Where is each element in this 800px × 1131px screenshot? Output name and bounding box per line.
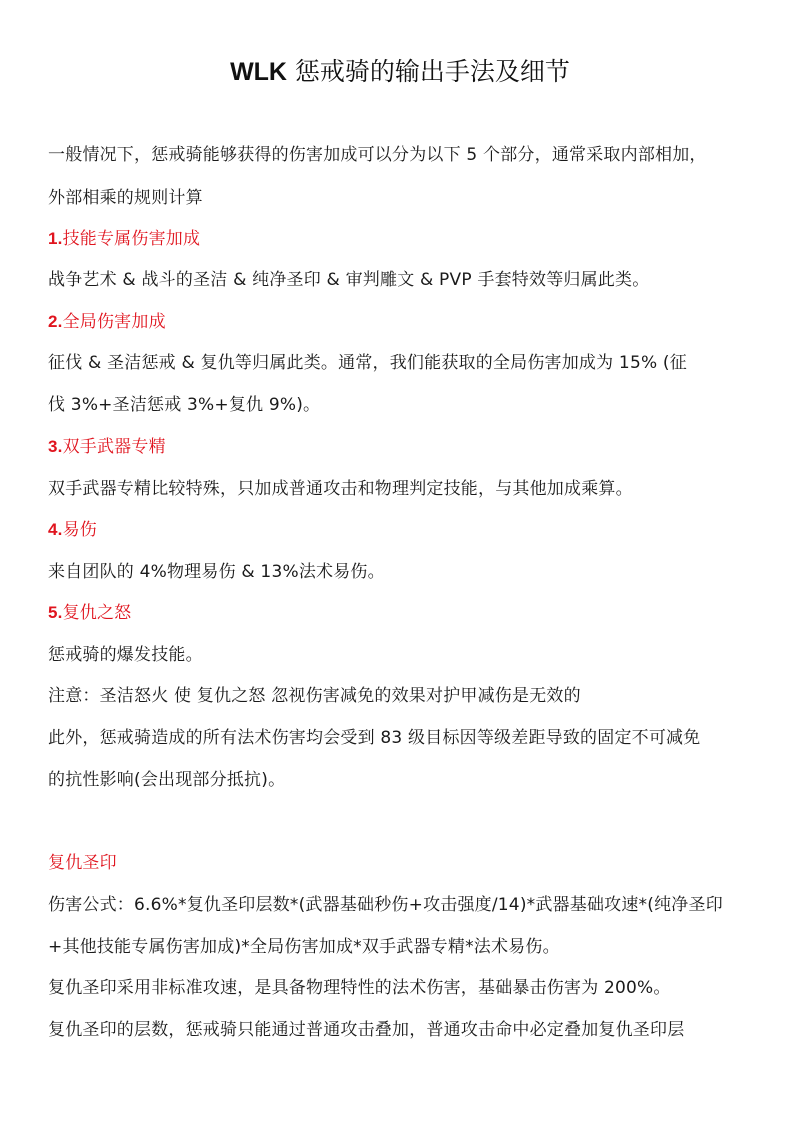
section-5-body-line-4: 的抗性影响(会出现部分抵抗)。: [48, 770, 286, 790]
section-5-number: 5.: [48, 603, 63, 622]
section-1-body: 战争艺术 & 战斗的圣洁 & 纯净圣印 & 审判雕文 & PVP 手套特效等归属此类。: [48, 270, 650, 290]
section-2-title: 全局伤害加成: [62, 312, 166, 332]
seal-heading: 复仇圣印: [48, 853, 117, 873]
section-5-note: 注意：圣洁怒火 使 复仇之怒 忽视伤害减免的效果对护甲减伤是无效的: [48, 686, 581, 706]
section-3-number: 3.: [48, 437, 63, 456]
section-5-title: 复仇之怒: [62, 603, 132, 623]
seal-body-line-3: 复仇圣印采用非标准攻速，是具备物理特性的法术伤害，基础暴击伤害为 200%。: [48, 978, 671, 998]
seal-body-line-4: 复仇圣印的层数，惩戒骑只能通过普通攻击叠加，普通攻击命中必定叠加复仇圣印层: [48, 1020, 685, 1040]
section-5-body-line-3: 此外，惩戒骑造成的所有法术伤害均会受到 83 级目标因等级差距导致的固定不可减免: [48, 728, 701, 748]
section-1-heading: [48, 227, 760, 251]
section-2-body-line-1: 征伐 & 圣洁惩戒 & 复仇等归属此类。通常，我们能获取的全局伤害加成为 15% (征: [48, 353, 687, 373]
page-title: [0, 52, 800, 92]
intro-line-2: 外部相乘的规则计算: [48, 188, 203, 208]
section-4-body: 来自团队的 4%物理易伤 & 13%法术易伤。: [48, 562, 385, 582]
section-3-title: 双手武器专精: [62, 437, 166, 457]
section-1-title: 技能专属伤害加成: [62, 229, 201, 249]
section-3-body: 双手武器专精比较特殊，只加成普通攻击和物理判定技能，与其他加成乘算。: [48, 479, 633, 499]
section-4-title: 易伤: [62, 520, 97, 540]
section-5-body-line-1: 惩戒骑的爆发技能。: [48, 645, 203, 665]
section-1-number: 1.: [48, 229, 63, 248]
title-latin: WLK: [230, 58, 287, 86]
section-2-number: 2.: [48, 312, 63, 331]
intro-line-1: 一般情况下，惩戒骑能够获得的伤害加成可以分为以下 5 个部分，通常采取内部相加，: [48, 145, 707, 165]
section-4-number: 4.: [48, 520, 63, 539]
section-2-body-line-2: 伐 3%+圣洁惩戒 3%+复仇 9%)。: [48, 395, 321, 415]
title-chinese: 惩戒骑的输出手法及细节: [286, 57, 570, 86]
seal-formula-line-2: +其他技能专属伤害加成)*全局伤害加成*双手武器专精*法术易伤。: [48, 937, 560, 957]
section-4-heading: [48, 518, 760, 542]
seal-formula-line-1: 伤害公式：6.6%*复仇圣印层数*(武器基础秒伤+攻击强度/14)*武器基础攻速*(纯净圣印: [48, 895, 723, 915]
section-3-heading: [48, 435, 760, 459]
section-2-heading: [48, 310, 760, 334]
section-5-heading: [48, 601, 760, 625]
